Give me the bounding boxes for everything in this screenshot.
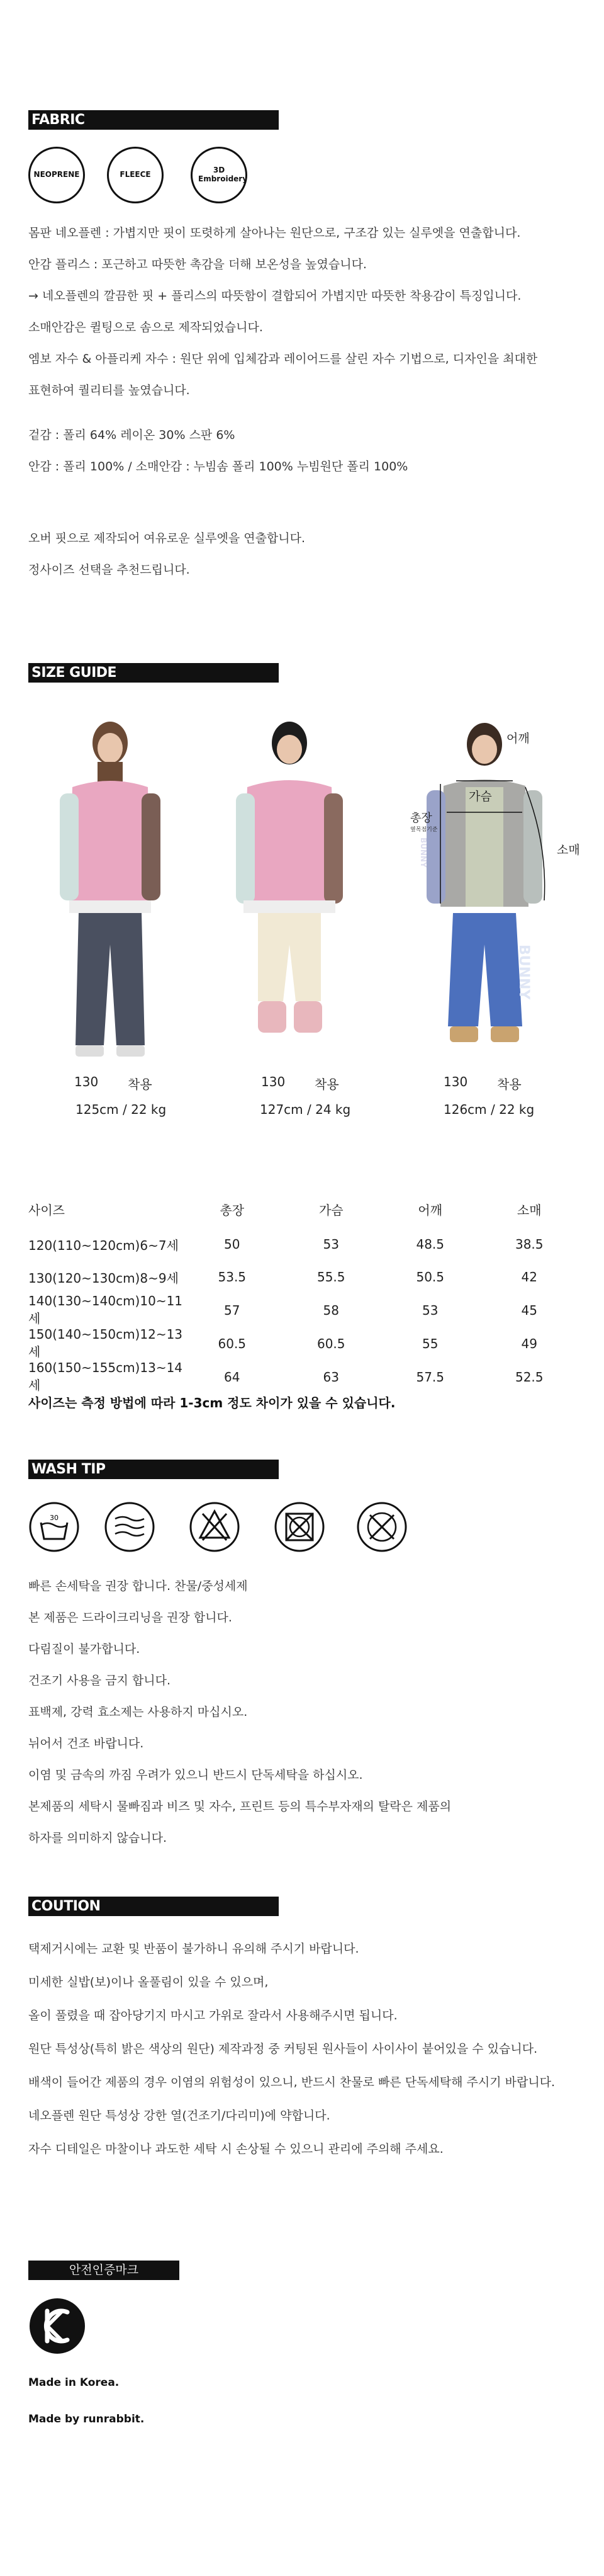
cell: 48.5: [416, 1237, 444, 1252]
cell: 49: [521, 1336, 537, 1351]
cell: 53: [323, 1237, 339, 1252]
size-guide-section-title: SIZE GUIDE: [28, 663, 279, 683]
cell: 60.5: [316, 1336, 345, 1351]
model-1-size: 130: [74, 1074, 99, 1089]
cell: 53: [422, 1302, 439, 1318]
wash-line: 이염 및 금속의 까짐 우려가 있으니 반드시 단독세탁을 하십시오.: [28, 1768, 363, 1782]
shoulder-label: 어깨: [506, 732, 530, 746]
table-row: [28, 1293, 579, 1327]
fleece-badge: [107, 147, 164, 203]
table-row: [28, 1261, 579, 1293]
model-3-size: 130: [444, 1074, 468, 1089]
do-not-tumble-dry-icon: [104, 1501, 155, 1553]
wash-line: 표백제, 강력 효소제는 사용하지 마십시오.: [28, 1705, 248, 1719]
chest-label: 가슴: [469, 790, 492, 803]
coution-line: 미세한 실밥(보)이나 올풀림이 있을 수 있으며,: [28, 1975, 269, 1989]
size-table: [28, 1190, 579, 1393]
size-note: 사이즈는 측정 방법에 따라 1-3cm 정도 차이가 있을 수 있습니다.: [28, 1395, 396, 1410]
cell: 55.5: [316, 1269, 345, 1285]
length-label: 총장: [410, 812, 432, 825]
cell: 52.5: [515, 1369, 544, 1385]
model-photo-3: [403, 718, 566, 1052]
fabric-line: 겉감 : 폴리 64% 레이온 30% 스판 6%: [28, 428, 235, 442]
cell: 150(140~150cm)12~13세: [28, 1327, 183, 1359]
coution-line: 올이 풀렸을 때 잡아당기지 마시고 가위로 잘라서 사용해주시면 됩니다.: [28, 2009, 398, 2023]
model-2-wear: 착용: [315, 1077, 339, 1092]
fleece-badge-label: FLEECE: [120, 170, 151, 179]
fabric-line: 엠보 자수 & 아플리케 자수 : 원단 위에 입체감과 레이어드를 살린 자수 기법으로, 디자인을 최대한: [28, 352, 538, 366]
wash-line: 본제품의 세탁시 물빠짐과 비즈 및 자수, 프린트 등의 특수부자재의 탈락은 제품의: [28, 1800, 452, 1813]
model-3-stats: 126cm / 22 kg: [444, 1102, 535, 1117]
cell: 64: [224, 1369, 240, 1385]
model-photo-2: [236, 718, 343, 1039]
cell: 53.5: [218, 1269, 247, 1285]
table-row: [28, 1360, 579, 1393]
coution-line: 원단 특성상(특히 밝은 색상의 원단) 제작과정 중 커팅된 원사들이 사이사이 붙어있을 수 있습니다.: [28, 2042, 538, 2056]
header-length: 총장: [220, 1202, 245, 1218]
model-1-stats: 125cm / 22 kg: [76, 1102, 167, 1117]
header-shoulder: 어깨: [418, 1202, 443, 1218]
cell: 120(110~120cm)6~7세: [28, 1237, 179, 1253]
fabric-line: 정사이즈 선택을 추천드립니다.: [28, 563, 190, 577]
header-sleeve: 소매: [517, 1202, 542, 1218]
fabric-section-title: FABRIC: [28, 110, 279, 130]
cell: 63: [323, 1369, 339, 1385]
table-row: [28, 1228, 579, 1261]
wash-line: 건조기 사용을 금지 합니다.: [28, 1674, 171, 1688]
pants-print: BUNNY: [516, 945, 532, 1000]
neoprene-badge: [28, 147, 85, 203]
cell: 42: [521, 1269, 537, 1285]
model-3-wear: 착용: [497, 1077, 522, 1092]
size-table-header: [28, 1190, 579, 1228]
cell: 50: [224, 1237, 240, 1252]
coution-line: 배색이 들어간 제품의 경우 이염의 위험성이 있으니, 반드시 찬물로 빠른 단독세탁해 주시기 바랍니다.: [28, 2075, 556, 2089]
fabric-line: → 네오플렌의 깔끔한 핏 + 플리스의 따뜻함이 결합되어 가볍지만 따뜻한 착용감이 특징입니다.: [28, 289, 522, 303]
fabric-line: 오버 핏으로 제작되어 여유로운 실루엣을 연출합니다.: [28, 531, 306, 545]
embroidery-badge-label: 3D Embroidery: [198, 166, 248, 183]
wash-tip-section-title: WASH TIP: [28, 1460, 279, 1479]
do-not-bleach-icon: [189, 1501, 240, 1553]
fabric-line: 안감 플리스 : 포근하고 따뜻한 촉감을 더해 보온성을 높였습니다.: [28, 258, 367, 271]
kc-mark-icon: [28, 2297, 86, 2355]
cell: 58: [323, 1302, 339, 1318]
cell: 50.5: [416, 1269, 444, 1285]
cell: 38.5: [515, 1237, 544, 1252]
length-sub-label: 옆목점기준: [410, 827, 438, 833]
model-1-wear: 착용: [128, 1077, 152, 1092]
wash-line: 본 제품은 드라이크리닝을 권장 합니다.: [28, 1611, 232, 1625]
fabric-line: 몸판 네오플렌 : 가볍지만 핏이 또렷하게 살아나는 원단으로, 구조감 있는 실루엣을 연출합니다.: [28, 226, 521, 240]
cell: 57: [224, 1302, 240, 1318]
cell: 160(150~155cm)13~14세: [28, 1360, 183, 1393]
header-chest: 가슴: [318, 1202, 344, 1218]
do-not-iron-icon: [356, 1501, 408, 1553]
model-photo-1: [57, 718, 164, 1064]
fabric-line: 안감 : 폴리 100% / 소매안감 : 누빔솜 폴리 100% 누빔원단 폴리 100%: [28, 460, 408, 474]
table-row: [28, 1327, 579, 1360]
cell: 57.5: [416, 1369, 444, 1385]
safety-mark-title: 안전인증마크: [28, 2261, 179, 2280]
do-not-dryclean-icon: [274, 1501, 325, 1553]
made-in-text: Made in Korea.: [28, 2376, 120, 2389]
sleeve-print: BUNNY: [419, 837, 428, 868]
coution-section-title: COUTION: [28, 1897, 279, 1916]
header-size: 사이즈: [28, 1202, 65, 1218]
coution-line: 네오플렌 원단 특성상 강한 열(건조기/다리미)에 약합니다.: [28, 2109, 330, 2123]
cell: 60.5: [218, 1336, 247, 1351]
embroidery-badge: [191, 147, 247, 203]
wash-line: 하자를 의미하지 않습니다.: [28, 1831, 167, 1845]
sleeve-label: 소매: [557, 843, 580, 857]
neoprene-badge-label: NEOPRENE: [33, 170, 80, 179]
fabric-line: 소매안감은 퀼팅으로 솜으로 제작되었습니다.: [28, 321, 263, 334]
cell: 55: [422, 1336, 439, 1351]
coution-line: 택제거시에는 교환 및 반품이 불가하니 유의해 주시기 바랍니다.: [28, 1942, 359, 1956]
wash-line: 다림질이 불가합니다.: [28, 1642, 140, 1656]
fabric-line: 표현하여 퀄리티를 높였습니다.: [28, 383, 190, 397]
cell: 45: [521, 1302, 537, 1318]
model-2-size: 130: [261, 1074, 286, 1089]
coution-line: 자수 디테일은 마찰이나 과도한 세탁 시 손상될 수 있으니 관리에 주의해 주세요.: [28, 2142, 444, 2156]
hand-wash-icon: [28, 1501, 80, 1553]
made-by-text: Made by runrabbit.: [28, 2413, 145, 2426]
wash-line: 빠른 손세탁을 권장 합니다. 찬물/중성세제: [28, 1579, 248, 1593]
cell: 140(130~140cm)10~11세: [28, 1293, 183, 1326]
cell: 130(120~130cm)8~9세: [28, 1270, 179, 1286]
model-2-stats: 127cm / 24 kg: [260, 1102, 351, 1117]
wash-line: 뉘어서 건조 바랍니다.: [28, 1737, 144, 1750]
hand-wash-mark: 30: [50, 1514, 59, 1522]
